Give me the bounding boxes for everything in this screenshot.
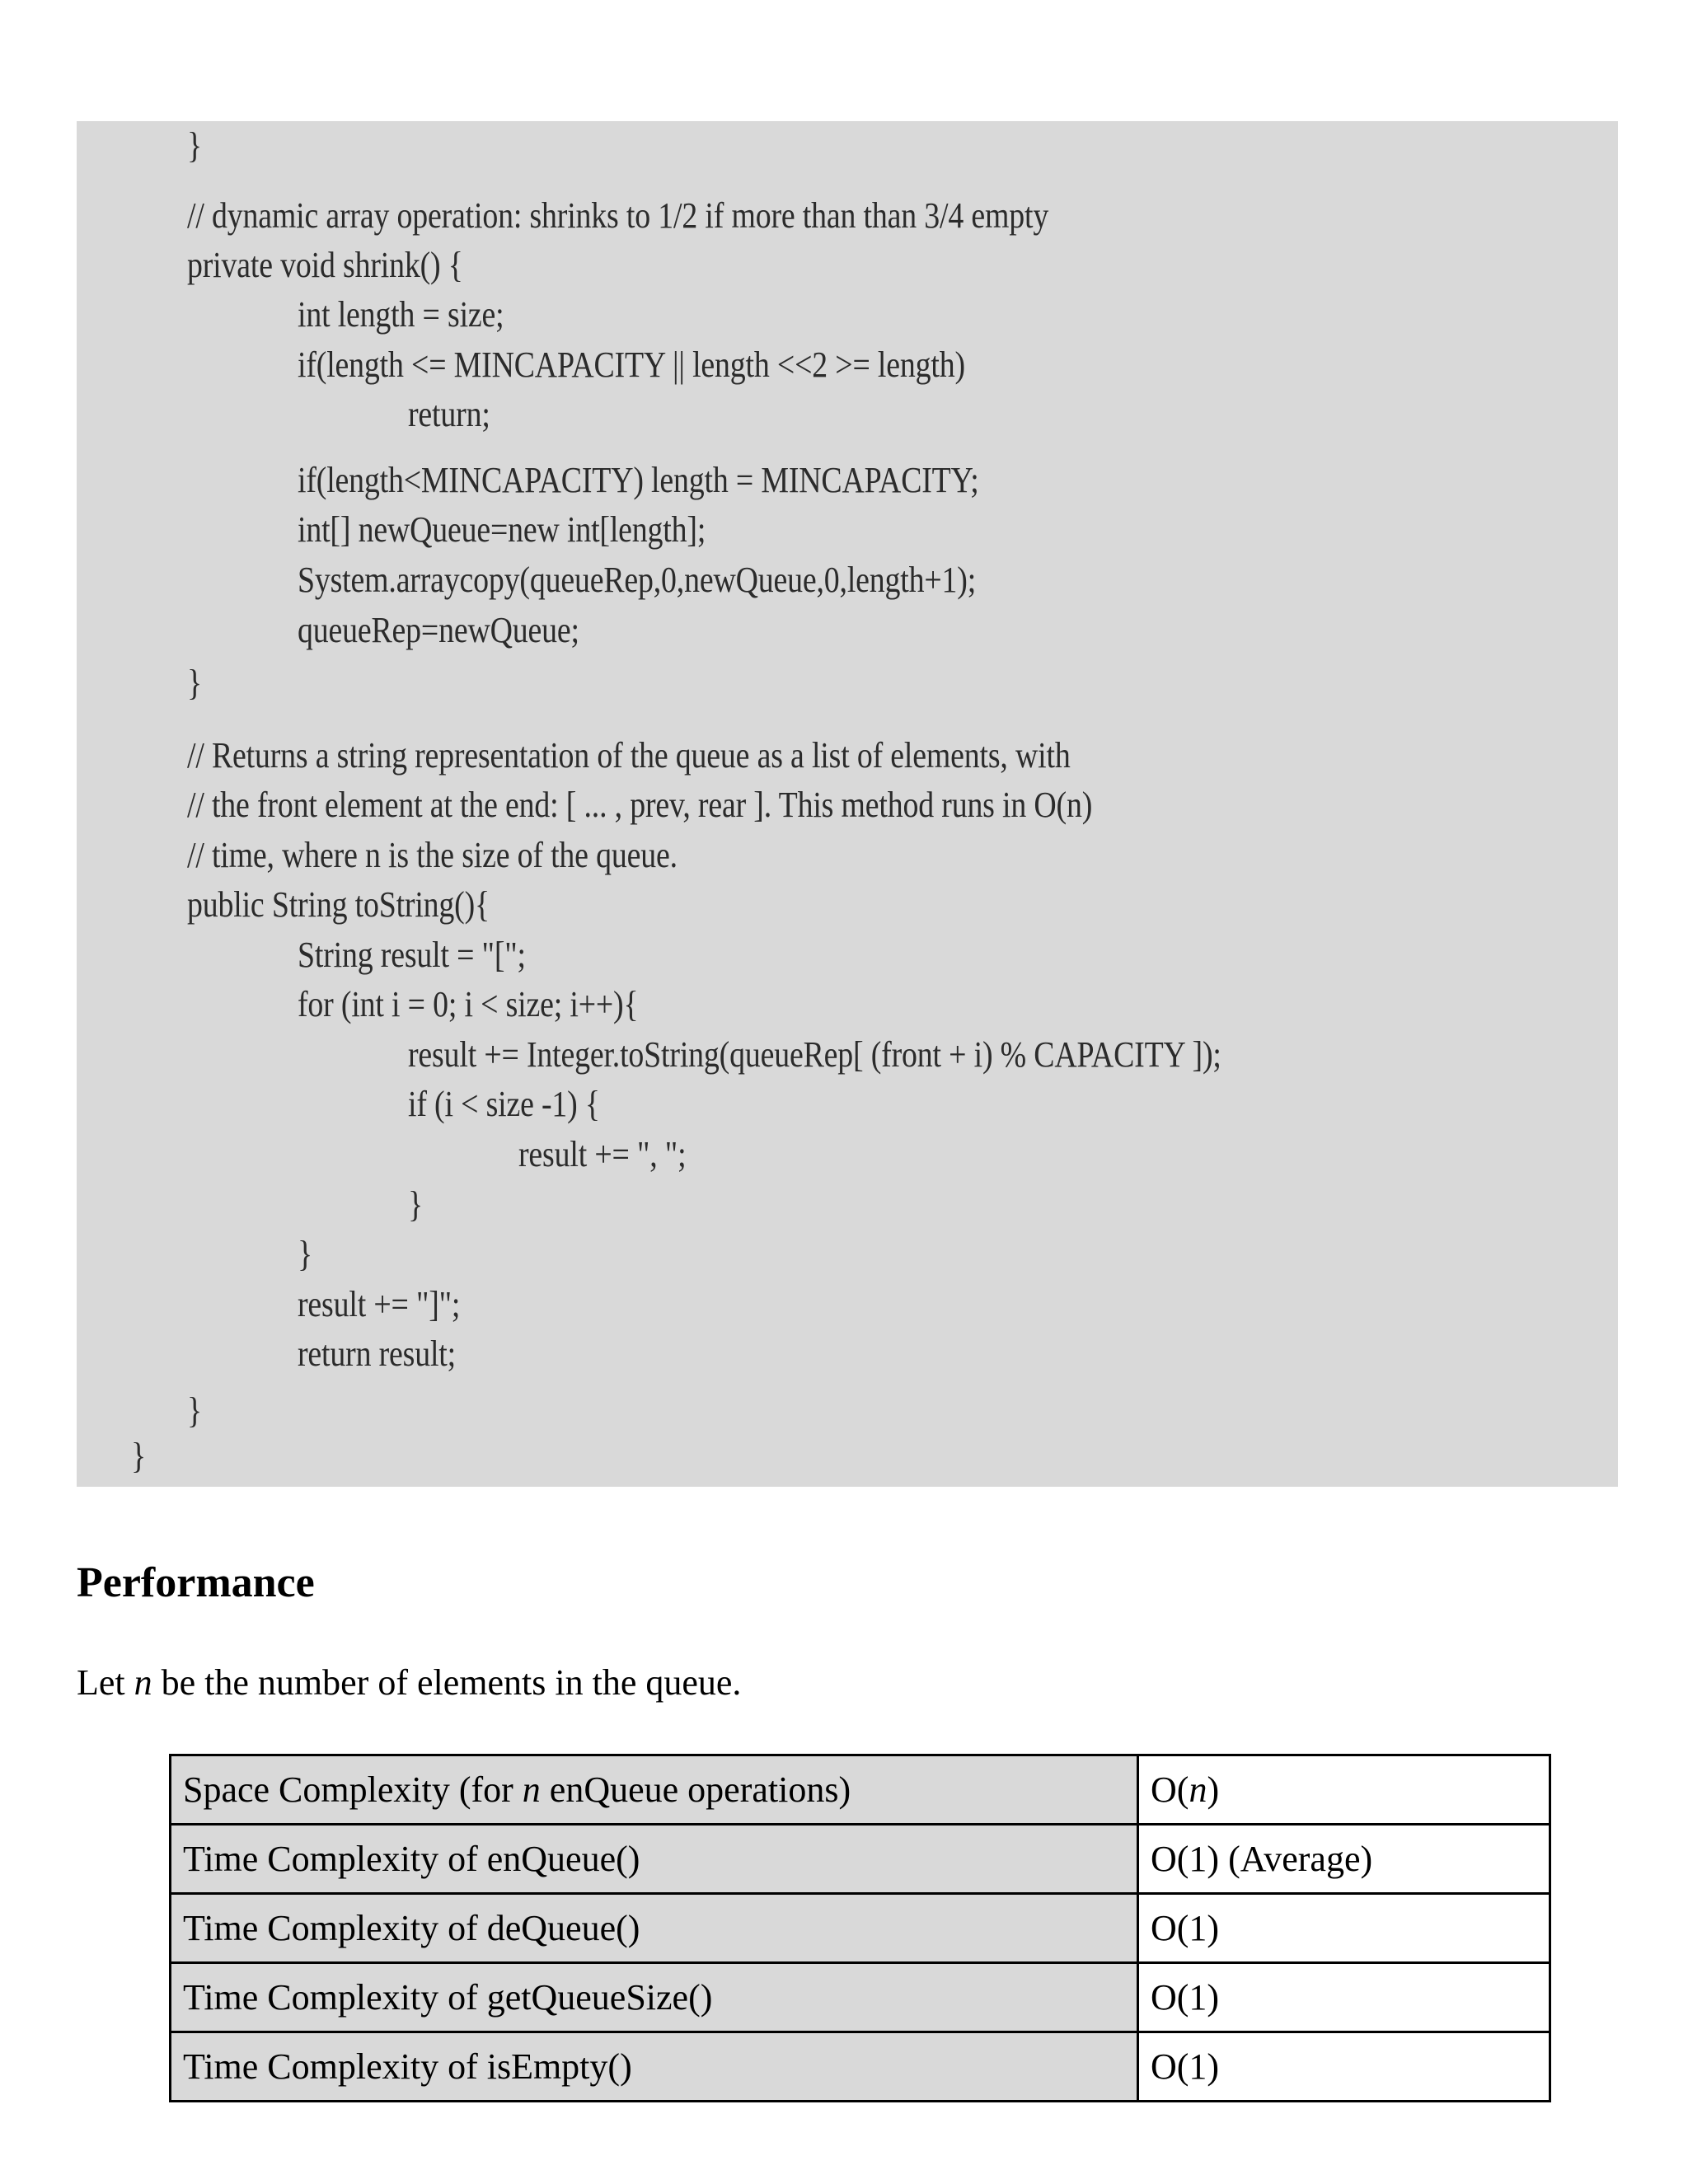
- intro-text: Let: [77, 1662, 134, 1703]
- metric-cell: [171, 1894, 1138, 1963]
- value-text: O(1): [1151, 2046, 1220, 2087]
- code-line: // the front element at the end: [ ... , prev, rear ]. This method runs in O(n): [187, 785, 1093, 825]
- table-row: [171, 1963, 1550, 2032]
- code-line: private void shrink() {: [187, 245, 463, 285]
- code-line: queueRep=newQueue;: [298, 610, 579, 650]
- metric-text: Time Complexity of enQueue(): [183, 1838, 640, 1879]
- value-text: O(1) (Average): [1151, 1838, 1373, 1879]
- code-line: System.arraycopy(queueRep,0,newQueue,0,length+1);: [298, 560, 977, 600]
- code-line: }: [298, 1234, 312, 1274]
- metric-text: enQueue operations): [540, 1769, 851, 1810]
- table-row: [171, 1825, 1550, 1894]
- table-row: [171, 2032, 1550, 2102]
- code-line: result += "]";: [298, 1284, 461, 1324]
- code-line: // dynamic array operation: shrinks to 1/2 if more than than 3/4 empty: [187, 195, 1049, 236]
- value-cell: [1138, 1963, 1550, 2032]
- performance-table: [169, 1754, 1551, 2102]
- value-cell: [1138, 1825, 1550, 1894]
- metric-variable: n: [522, 1769, 541, 1810]
- value-text: O(: [1151, 1769, 1189, 1810]
- value-variable: n: [1189, 1769, 1207, 1810]
- code-line: }: [408, 1184, 423, 1225]
- value-cell: [1138, 2032, 1550, 2102]
- code-line: // Returns a string representation of the queue as a list of elements, with: [187, 735, 1071, 776]
- section-heading: Performance: [77, 1559, 315, 1606]
- code-line: result += ", ";: [518, 1134, 687, 1174]
- code-line: if (i < size -1) {: [408, 1084, 600, 1124]
- code-line: }: [187, 125, 202, 166]
- intro-variable: n: [134, 1662, 152, 1703]
- code-line: }: [187, 1390, 202, 1431]
- code-line: }: [187, 663, 202, 703]
- value-text: O(1): [1151, 1976, 1220, 2018]
- code-line: result += Integer.toString(queueRep[ (front + i) % CAPACITY ]);: [408, 1034, 1221, 1075]
- code-block: [77, 121, 1618, 1487]
- metric-cell: [171, 1825, 1138, 1894]
- code-line: return result;: [298, 1333, 456, 1374]
- table-row: [171, 1755, 1550, 1825]
- code-line: public String toString(){: [187, 884, 490, 925]
- metric-text: Time Complexity of getQueueSize(): [183, 1976, 713, 2018]
- intro-text: be the number of elements in the queue.: [152, 1662, 742, 1703]
- value-text: O(1): [1151, 1907, 1220, 1948]
- code-line: if(length <= MINCAPACITY || length <<2 >= length): [298, 344, 965, 385]
- code-line: int length = size;: [298, 294, 504, 335]
- metric-cell: [171, 2032, 1138, 2102]
- metric-text: Space Complexity (for: [183, 1769, 523, 1810]
- code-line: if(length<MINCAPACITY) length = MINCAPACITY;: [298, 460, 979, 500]
- value-cell: [1138, 1894, 1550, 1963]
- table-row: [171, 1894, 1550, 1963]
- metric-text: Time Complexity of deQueue(): [183, 1907, 640, 1948]
- intro-paragraph: [77, 1662, 742, 1703]
- metric-cell: [171, 1755, 1138, 1825]
- value-text: ): [1207, 1769, 1220, 1810]
- code-line: // time, where n is the size of the queue.: [187, 835, 678, 875]
- code-line: }: [131, 1436, 146, 1476]
- metric-cell: [171, 1963, 1138, 2032]
- code-line: for (int i = 0; i < size; i++){: [298, 984, 639, 1024]
- code-line: int[] newQueue=new int[length];: [298, 509, 706, 550]
- code-line: return;: [408, 394, 490, 434]
- value-cell: [1138, 1755, 1550, 1825]
- code-line: String result = "[";: [298, 935, 526, 975]
- metric-text: Time Complexity of isEmpty(): [183, 2046, 632, 2087]
